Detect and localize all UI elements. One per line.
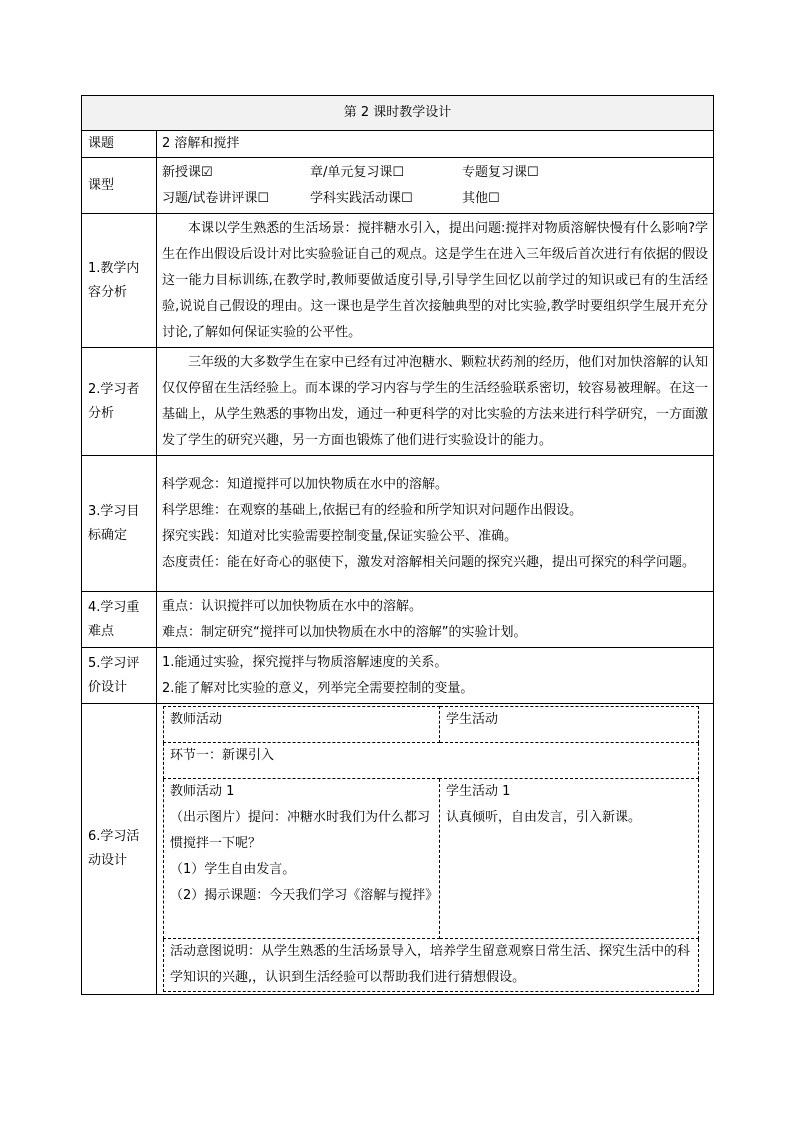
activity-label: 6.学习活动设计 [82, 704, 157, 995]
type-option-topic-review: 专题复习课☐ [462, 164, 539, 180]
topic-label: 课题 [82, 131, 157, 158]
learner-analysis-label: 2.学习者分析 [82, 348, 157, 456]
teacher-activity-1-step-1: （1）学生自由发言。 [170, 862, 296, 877]
content-analysis-text [157, 214, 714, 348]
activity-header-row [164, 707, 699, 743]
goal-practice: 探究实践：知道对比实验需要控制变量,保证实验公平、准确。 [162, 528, 518, 544]
teacher-activity-header: 教师活动 [164, 707, 440, 743]
goals-row [82, 456, 714, 592]
evaluation-row [82, 648, 714, 704]
type-option-new: 新授课☑ [162, 164, 213, 180]
topic-row [82, 131, 714, 158]
learner-analysis-row [82, 348, 714, 456]
student-activity-1-text: 认真倾听，自由发言，引入新课。 [446, 810, 642, 825]
topic-value: 2 溶解和搅拌 [157, 131, 714, 158]
goals-list [157, 456, 714, 592]
activity-table [163, 706, 699, 992]
goal-attitude: 态度责任：能在好奇心的驱使下，激发对溶解相关问题的探究兴趣，提出可探究的科学问题。 [162, 554, 696, 570]
keypoints-label: 4.学习重难点 [82, 592, 157, 648]
content-analysis-row [82, 214, 714, 348]
content-analysis-label: 1.教学内容分析 [82, 214, 157, 348]
teacher-activity-1 [164, 779, 440, 939]
lesson-plan-table [81, 95, 714, 995]
type-label: 课型 [82, 158, 157, 214]
type-row [82, 158, 714, 214]
content-analysis-paragraph: 本课以学生熟悉的生活场景：搅拌糖水引入，提出问题:搅拌对物质溶解快慢有什么影响?学生在作出假设后设计对比实验验证自己的观点。这是学生在进入三年级后首次进行有依据的假设这一能力目标训练,在教学时,教师要做适度引导,引导学生回忆以前学过的知识或已有的生活经验,说说自己假设的理由。这一课也是学生首次接触典型的对比实验,教学时要组织学生展开充分讨论,了解如何保证实验的公平性。 [162, 220, 709, 340]
evaluation-list [157, 648, 714, 704]
type-options [157, 158, 714, 214]
learner-analysis-text [157, 348, 714, 456]
activity-intent: 活动意图说明：从学生熟悉的生活场景导入，培养学生留意观察日常生活、探究生活中的科学知识的兴趣,，认识到生活经验可以帮助我们进行猜想假设。 [164, 939, 699, 992]
activity-design [157, 704, 714, 995]
student-activity-header: 学生活动 [440, 707, 699, 743]
keypoint-difficulty: 难点：制定研究“搅拌可以加快物质在水中的溶解”的实验计划。 [162, 624, 527, 640]
keypoints-list [157, 592, 714, 648]
document-title: 第 2 课时教学设计 [82, 96, 714, 131]
type-option-exercise: 习题/试卷讲评课☐ [162, 190, 270, 206]
evaluation-item-2: 2.能了解对比实验的意义，列举完全需要控制的变量。 [162, 680, 474, 696]
keypoint-focus: 重点：认识搅拌可以加快物质在水中的溶解。 [162, 598, 423, 614]
teacher-activity-1-title: 教师活动 1 [170, 784, 235, 799]
student-activity-1-title: 学生活动 1 [446, 784, 511, 799]
title-row [82, 96, 714, 131]
activity-1-row [164, 779, 699, 939]
section-row [164, 743, 699, 779]
teacher-activity-1-step-2: （2）揭示课题：今天我们学习《溶解与搅拌》 [170, 888, 439, 903]
type-option-other: 其他☐ [462, 190, 500, 206]
evaluation-item-1: 1.能通过实验，探究搅拌与物质溶解速度的关系。 [162, 654, 448, 670]
goal-concept: 科学观念：知道搅拌可以加快物质在水中的溶解。 [162, 476, 449, 492]
intent-row [164, 939, 699, 992]
goal-thinking: 科学思维：在观察的基础上,依据已有的经验和所学知识对问题作出假设。 [162, 502, 583, 518]
evaluation-label: 5.学习评价设计 [82, 648, 157, 704]
student-activity-1 [440, 779, 699, 939]
type-option-practice: 学科实践活动课☐ [310, 190, 413, 206]
keypoints-row [82, 592, 714, 648]
section-title: 环节一：新课引入 [164, 743, 699, 779]
type-option-unit-review: 章/单元复习课☐ [310, 164, 405, 180]
teacher-activity-1-question: （出示图片）提问：冲糖水时我们为什么都习惯搅拌一下呢？ [170, 810, 431, 851]
activity-row [82, 704, 714, 995]
goals-label: 3.学习目标确定 [82, 456, 157, 592]
learner-analysis-paragraph: 三年级的大多数学生在家中已经有过冲泡糖水、颗粒状药剂的经历，他们对加快溶解的认知仅仅停留在生活经验上。而本课的学习内容与学生的生活经验联系密切，较容易被理解。在这一基础上，从学生熟悉的事物出发，通过一种更科学的对比实验的方法来进行科学研究，一方面激发了学生的研究兴趣，另一方面也锻炼了他们进行实验设计的能力。 [162, 354, 709, 448]
